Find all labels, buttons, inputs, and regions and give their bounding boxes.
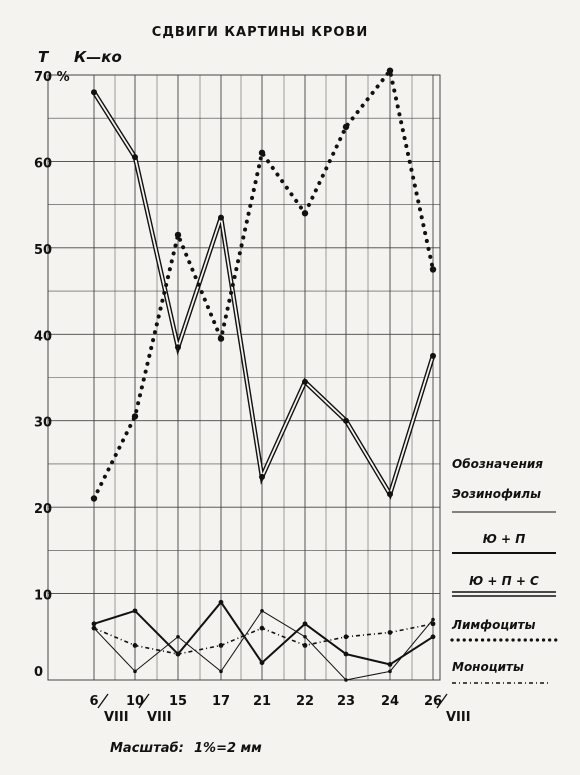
series-lymphocytes-point	[343, 124, 349, 130]
chart-title: СДВИГИ КАРТИНЫ КРОВИ	[151, 25, 369, 40]
series-yu-p-s-point	[218, 215, 224, 221]
x-month-label: VIII	[104, 710, 129, 725]
x-tick-label: 21	[252, 694, 272, 709]
x-tick-slash	[98, 694, 108, 708]
x-tick-label: 22	[295, 694, 315, 709]
y-axis-label-kko: К—ко	[74, 48, 122, 66]
scale-value: 1%=2 мм	[194, 741, 262, 756]
series-eosinophils-point	[303, 635, 307, 639]
legend	[451, 457, 556, 683]
series-eosinophils-point	[219, 670, 223, 674]
series-lymphocytes-point	[132, 413, 138, 419]
series-yu-p-point	[92, 621, 97, 626]
y-axis-label-t: T	[38, 48, 49, 66]
scale-label: Масштаб:	[110, 741, 184, 756]
legend-label-yu-p-s: Ю + П + С	[469, 574, 539, 588]
legend-label-lymphocytes: Лимфоциты	[452, 618, 536, 632]
x-month-label: VIII	[446, 710, 471, 725]
series-lymphocytes-point	[91, 495, 97, 501]
series-monocytes-point	[344, 634, 349, 639]
series-monocytes-point	[303, 643, 308, 648]
series-eosinophils-point	[431, 618, 435, 622]
series-yu-p-s-point	[175, 344, 181, 350]
series-eosinophils-point	[344, 678, 348, 682]
y-tick-label: 50	[34, 242, 53, 258]
series-eosinophils-point	[176, 635, 180, 639]
series-yu-p-s-point	[302, 379, 308, 385]
series-lymphocytes-point	[387, 67, 393, 73]
x-tick-label: 17	[211, 694, 231, 709]
series-monocytes-point	[388, 630, 393, 635]
series-yu-p-s-point	[387, 491, 393, 497]
series-yu-p-point	[260, 660, 265, 665]
series-yu-p-point	[431, 634, 436, 639]
series-lines	[91, 67, 436, 681]
series-yu-p-s-point	[430, 353, 436, 359]
y-tick-label: 10	[34, 588, 53, 604]
series-monocytes-point	[431, 621, 436, 626]
series-yu-p-point	[219, 600, 224, 605]
x-tick-label: 15	[168, 694, 188, 709]
series-lymphocytes-point	[259, 150, 265, 156]
series-yu-p-s-point	[259, 474, 265, 480]
series-eosinophils-point	[388, 670, 392, 674]
series-lymphocytes-point	[302, 210, 308, 216]
series-monocytes-point	[176, 652, 181, 657]
series-yu-p-s-point	[132, 154, 138, 160]
x-tick-label: 6	[89, 694, 99, 709]
y-tick-label: 60	[34, 156, 53, 172]
series-monocytes-point	[219, 643, 224, 648]
legend-label-monocytes: Моноциты	[452, 660, 524, 674]
series-monocytes-point	[260, 626, 265, 631]
x-month-label: VIII	[147, 710, 172, 725]
legend-title: Обозначения	[452, 457, 543, 471]
series-lymphocytes-point	[175, 232, 181, 238]
x-tick-labels	[89, 694, 470, 725]
y-tick-label: 30	[34, 415, 53, 431]
legend-label-yu-p: Ю + П	[482, 532, 526, 546]
series-eosinophils-point	[133, 670, 137, 674]
y-tick-label: 40	[34, 329, 53, 345]
y-tick-label: 0	[34, 665, 44, 680]
series-yu-p-s-point	[91, 89, 97, 95]
series-monocytes-point	[92, 626, 97, 631]
series-lymphocytes-point	[430, 266, 436, 272]
series-lymphocytes-line	[94, 71, 433, 499]
x-tick-label: 26	[423, 694, 443, 709]
y-tick-label: 70 %	[34, 70, 70, 85]
x-tick-label: 10	[125, 694, 145, 709]
series-lymphocytes-point	[218, 335, 224, 341]
legend-label-eosinophils: Эозинофилы	[452, 487, 541, 501]
series-yu-p-point	[303, 621, 308, 626]
series-yu-p-s-point	[343, 418, 349, 424]
series-yu-p-point	[388, 662, 393, 667]
x-tick-label: 23	[336, 694, 356, 709]
x-tick-label: 24	[380, 694, 400, 709]
series-yu-p-point	[133, 608, 138, 613]
series-eosinophils-point	[260, 609, 264, 613]
series-monocytes-point	[133, 643, 138, 648]
y-tick-label: 20	[34, 502, 53, 518]
series-yu-p-point	[344, 652, 349, 657]
